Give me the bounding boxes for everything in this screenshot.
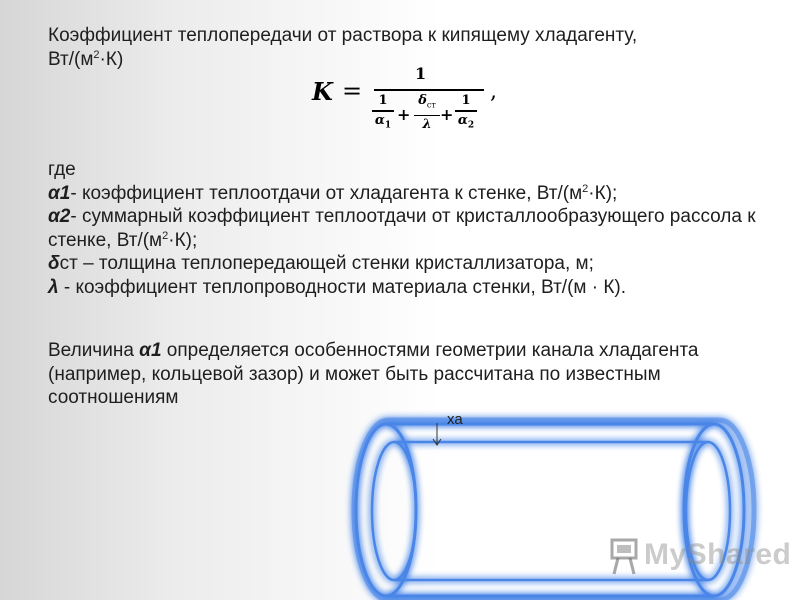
pipe-label: ха: [447, 411, 463, 428]
delta-symbol: δ: [48, 253, 60, 274]
term3-alpha: α: [457, 112, 468, 128]
formula-comma: ,: [490, 79, 497, 104]
term1-index: 1: [384, 120, 392, 131]
presentation-board-icon: [608, 536, 642, 576]
delta-definition: ст – толщина теплопередающей стенки кристаллизатора, м;: [59, 253, 594, 274]
alpha1-unit-end: ·К);: [588, 182, 618, 204]
intro-line1: Коэффициент теплопередачи от раствора к кипящему хладагенту,: [48, 25, 638, 46]
alpha1-symbol: α1: [48, 182, 71, 204]
lambda-definition: - коэффициент теплопроводности материала стенки, Вт/(м · К).: [58, 276, 627, 298]
paragraph-part2: определяется особенностями геометрии канала хладагента (например, кольцевой зазор) и может быть рассчитана по известным соотношениям: [48, 340, 699, 408]
paragraph-part1: Величина: [48, 340, 140, 361]
formula-numerator: 1: [415, 64, 427, 83]
term1-numerator: 1: [378, 93, 388, 108]
alpha2-exponent: 2: [162, 229, 169, 242]
alpha2-symbol: α2: [48, 206, 71, 227]
alpha1-exponent: 2: [582, 182, 589, 195]
term3-numerator: 1: [461, 93, 471, 108]
formula-k: K: [312, 77, 333, 106]
intro-unit-exponent: 2: [93, 48, 100, 61]
logo-text: MyShared: [644, 538, 792, 571]
term2-delta: δ: [418, 93, 427, 108]
lambda-symbol: λ: [48, 276, 59, 298]
intro-unit: Вт/(м: [48, 48, 94, 70]
term3-index: 2: [467, 120, 475, 131]
pipe-outer-left-rim: [356, 424, 416, 596]
alpha2-unit-end: ·К);: [168, 229, 198, 251]
intro-unit-suffix: ·К): [99, 48, 124, 70]
pipe-inner-left-rim: [372, 442, 416, 580]
term1-alpha: α: [374, 112, 385, 128]
paragraph-symbol: α1: [139, 340, 162, 361]
term2-denominator: λ: [422, 117, 432, 133]
alpha2-definition: - суммарный коэффициент теплоотдачи от кристаллообразующего рассола к стенке, Вт/(м: [48, 206, 756, 251]
term2-sub: ст: [426, 100, 436, 110]
formula-plus-2: +: [440, 105, 454, 124]
where-label: где: [48, 159, 76, 180]
formula-equals: =: [342, 77, 363, 105]
formula-plus-1: +: [397, 105, 411, 124]
alpha1-definition: - коэффициент теплоотдачи от хладагента к стенке, Вт/(м: [70, 182, 583, 204]
